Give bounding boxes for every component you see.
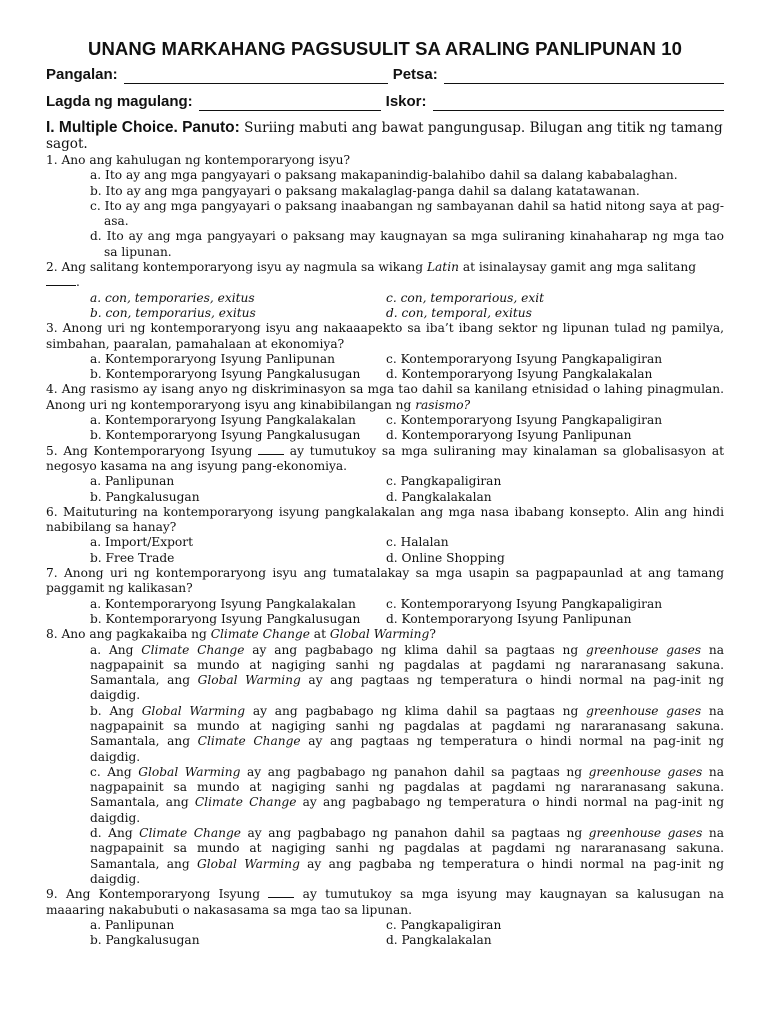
q1-option-b[interactable]: b. Ito ay ang mga pangyayari o paksang makalaglag-panga dahil sa dalang katatawanan. [90,183,640,198]
question-5 [46,444,724,475]
q2-latin: Latin [426,260,459,275]
q4-stem: 4. Ang rasismo ay isang anyo ng diskriminasyon sa mga tao dahil sa kanilang etnisidad o lahing pinagmulan. Anong uri ng kontemporaryong isyu ang kinabibilangan ng [46,382,724,412]
q8-option-b[interactable]: b. Ang Global Warming ay ang pagbabago ng klima dahil sa pagtaas ng greenhouse gases na nagpapainit sa mundo at nagiging sanhi ng pagdalas at pagdami ng nararanasang sakuna. Samantala, ang Climate Change ay ang pagtaas ng temperatura o hindi normal na pag-init ng daigdig. [90,703,725,764]
q1-option-a[interactable]: a. Ito ay ang mga pangyayari o paksang makapanindig-balahibo dahil sa dalang kababalaghan. [90,168,678,183]
q3-option-b[interactable]: b. Kontemporaryong Isyung Pangkalusugan [90,367,361,382]
q6-option-d[interactable]: d. Online Shopping [386,550,505,565]
exam-page [46,38,724,948]
q7-option-c[interactable]: c. Kontemporaryong Isyung Pangkapaligiran [386,596,663,611]
q4-options-row-1 [90,413,724,428]
q9-blank[interactable] [268,887,294,898]
q5-stem-a: 5. Ang Kontemporaryong Isyung [46,443,259,458]
pangalan-field[interactable] [124,69,388,84]
pangalan-label: Pangalan: [46,66,118,83]
exam-title: UNANG MARKAHANG PAGSUSULIT SA ARALING PANLIPUNAN 10 [87,38,683,59]
q5-blank[interactable] [258,444,284,455]
q2-blank[interactable] [46,275,76,286]
q3-option-c[interactable]: c. Kontemporaryong Isyung Pangkapaligiran [386,351,663,366]
q4-rasismo: rasismo? [415,397,471,412]
q7-option-a[interactable]: a. Kontemporaryong Isyung Pangkalakalan [90,596,356,611]
q7-option-b[interactable]: b. Kontemporaryong Isyung Pangkalusugan [90,611,361,626]
lagda-field[interactable] [199,96,381,111]
q9-option-a[interactable]: a. Panlipunan [90,917,175,932]
iskor-label: Iskor: [385,93,427,110]
header-row-1 [46,66,724,84]
question-1: 1. Ano ang kahulugan ng kontemporaryong isyu? [46,153,351,167]
petsa-label: Petsa: [392,66,438,83]
petsa-field[interactable] [444,69,724,84]
q8-stem-a: 8. Ano ang pagkakaiba ng [46,627,211,642]
question-8 [46,627,724,642]
question-4 [46,382,724,413]
q9-options-row-2 [90,933,724,948]
q4-options-row-2 [90,428,724,443]
question-3: 3. Anong uri ng kontemporaryong isyu ang nakaaapekto sa iba’t ibang sektor ng lipunan tulad ng pamilya, simbahan, paaralan, pamahalaan at ekonomiya? [46,321,724,351]
q5-stem-b: ay tumutukoy sa mga suliraning may kinalaman sa globalisasyon at negosyo kasama na ang isyung pang-ekonomiya. [46,443,725,473]
q6-option-c[interactable]: c. Halalan [386,535,449,550]
q2-option-b[interactable]: b. con, temporarius, exitus [90,305,256,320]
q8-option-d[interactable]: d. Ang Climate Change ay ang pagbabago ng panahon dahil sa pagtaas ng greenhouse gases na nagpapainit sa mundo at nagiging sanhi ng pagdalas at pagdami ng nararanasang sakuna. Samantala, ang Global Warming ay ang pagbaba ng temperatura o hindi normal na pag-init ng daigdig. [90,826,724,886]
q9-stem-b: ay tumutukoy sa mga isyung may kaugnayan sa kalusugan na maaaring nakabubuti o nakasasama sa mga tao sa lipunan. [46,887,725,917]
q3-options-row-2 [90,367,724,382]
section-text: Suriing mabuti ang bawat pangungusap. Bilugan ang titik ng tamang sagot. [46,120,723,152]
q2-options-row-2 [90,306,724,321]
q2-option-a[interactable]: a. con, temporaries, exitus [90,290,255,305]
q9-options-row-1 [90,918,724,933]
question-7: 7. Anong uri ng kontemporaryong isyu ang tumatalakay sa mga usapin sa pagpapaunlad at ang tamang paggamit ng kalikasan? [46,566,724,596]
question-9 [46,887,724,918]
q8-global-warming: Global Warming [329,627,430,642]
q3-option-d[interactable]: d. Kontemporaryong Isyung Pangkalakalan [386,367,653,382]
q1-option-c[interactable]: c. Ito ay ang mga pangyayari o paksang inaabangan ng sambayanan dahil sa hatid nitong saya at pag-asa. [90,198,724,229]
iskor-field[interactable] [433,96,724,111]
q2-stem-a: 2. Ang salitang kontemporaryong isyu ay nagmula sa wikang [46,260,427,275]
q3-option-a[interactable]: a. Kontemporaryong Isyung Panlipunan [90,351,335,366]
section-instructions [46,120,724,152]
question-6: 6. Maituturing na kontemporaryong isyung pangkalakalan ang mga nasa ibabang konsepto. Alin ang hindi nabibilang sa hanay? [46,504,724,535]
q8-climate-change: Climate Change [210,627,310,642]
q6-options-row-2 [90,551,724,566]
q2-option-d[interactable]: d. con, temporal, exitus [386,305,532,320]
q4-option-a[interactable]: a. Kontemporaryong Isyung Pangkalakalan [90,413,356,428]
q9-option-d[interactable]: d. Pangkalakalan [386,933,492,948]
q8-option-c[interactable]: c. Ang Global Warming ay ang pagbabago ng panahon dahil sa pagtaas ng greenhouse gases na nagpapainit sa mundo at nagiging sanhi ng pagdalas at pagdami ng nararanasang sakuna. Samantala, ang Climate Change ay ang pagbabago ng temperatura o hindi normal na pag-init ng daigdig. [90,764,725,825]
header-row-2 [46,93,724,111]
q5-option-c[interactable]: c. Pangkapaligiran [386,474,502,489]
q8-option-a[interactable]: a. Ang Climate Change ay ang pagbabago ng klima dahil sa pagtaas ng greenhouse gases na nagpapainit sa mundo at nagiging sanhi ng pagdalas at pagdami ng nararanasang sakuna. Samantala, ang Global Warming ay ang pagtaas ng temperatura o hindi normal na pag-init ng daigdig. [90,642,724,703]
q5-option-d[interactable]: d. Pangkalakalan [386,489,492,504]
q4-option-c[interactable]: c. Kontemporaryong Isyung Pangkapaligiran [386,413,663,428]
q4-option-b[interactable]: b. Kontemporaryong Isyung Pangkalusugan [90,428,361,443]
q6-options-row-1 [90,535,724,550]
q7-options-row-2 [90,612,724,627]
lagda-label: Lagda ng magulang: [46,93,193,110]
q5-option-a[interactable]: a. Panlipunan [90,474,175,489]
section-label: I. Multiple Choice. Panuto: [46,119,240,136]
question-2: 2. Ang salitang kontemporaryong isyu ay nagmula sa wikang Latin at isinalaysay gamit ang mga salitang . [46,260,697,290]
q4-option-d[interactable]: d. Kontemporaryong Isyung Panlipunan [386,428,632,443]
q5-options-row-1 [90,474,724,489]
q6-option-b[interactable]: b. Free Trade [90,550,175,565]
q5-option-b[interactable]: b. Pangkalusugan [90,489,200,504]
q9-stem-a: 9. Ang Kontemporaryong Isyung [46,887,269,902]
q9-option-c[interactable]: c. Pangkapaligiran [386,917,502,932]
q1-option-d[interactable]: d. Ito ay ang mga pangyayari o paksang may kaugnayan sa mga suliraning kinahaharap ng mga tao sa lipunan. [90,229,724,259]
q2-stem-b: at isinalaysay gamit ang mga salitang [458,260,697,275]
q5-options-row-2 [90,490,724,505]
q2-option-c[interactable]: c. con, temporarious, exit [386,290,545,305]
q8-qmark: ? [429,627,436,642]
q7-options-row-1 [90,597,724,612]
q7-option-d[interactable]: d. Kontemporaryong Isyung Panlipunan [386,611,632,626]
q3-options-row-1 [90,352,724,367]
q6-option-a[interactable]: a. Import/Export [90,535,193,550]
q8-at: at [309,627,330,642]
q9-option-b[interactable]: b. Pangkalusugan [90,933,200,948]
q2-options-row-1 [90,291,724,306]
